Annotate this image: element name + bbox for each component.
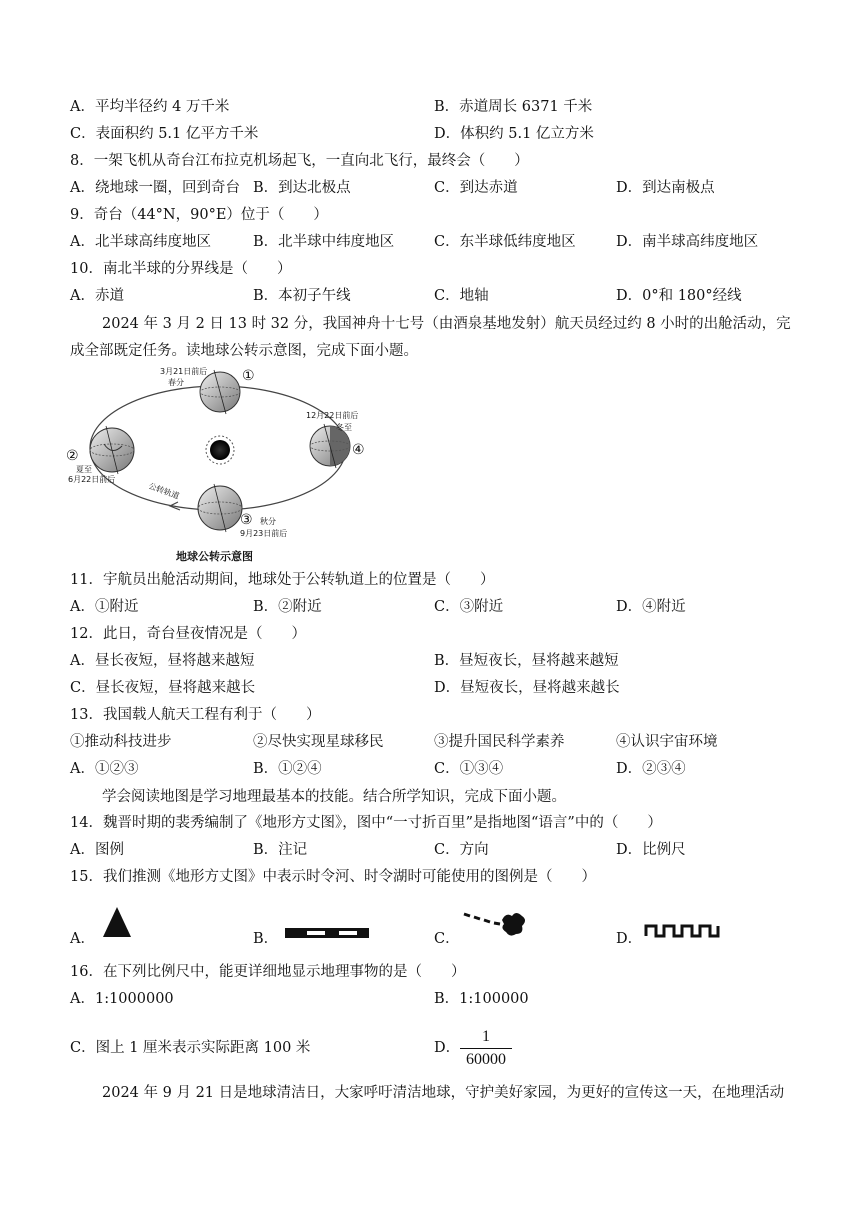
- marker-1: ①: [242, 368, 255, 384]
- fraction-numerator: 1: [460, 1026, 512, 1049]
- label-p4-name: 冬至: [336, 423, 352, 432]
- q8-option-a: A．绕地球一圈，回到奇台: [70, 180, 240, 196]
- label-p1-name: 春分: [168, 378, 184, 387]
- q12-option-d: D．昼短夜长，昼将越来越长: [434, 680, 620, 696]
- q11-option-a: A．①附近: [70, 599, 139, 615]
- q13-stem: 13．我国载人航天工程有利于（ ）: [70, 707, 321, 723]
- wall-boundary-symbol-icon: [644, 922, 724, 940]
- q11-option-d: D．④附近: [616, 599, 686, 615]
- q8-stem: 8．一架飞机从奇台江布拉克机场起飞，一直向北飞行，最终会（ ）: [70, 153, 529, 169]
- q8-option-b: B．到达北极点: [253, 180, 351, 196]
- mountain-peak-symbol-icon: [102, 906, 132, 938]
- label-p3-name: 秋分: [260, 517, 276, 526]
- q9-stem: 9．奇台（44°N，90°E）位于（ ）: [70, 207, 328, 223]
- seasonal-river-lake-symbol-icon: [462, 908, 536, 938]
- q13-statement-1: ①推动科技进步: [70, 734, 172, 750]
- q9-option-c: C．东半球低纬度地区: [434, 234, 576, 250]
- q15-option-c: C．: [434, 931, 460, 947]
- fraction-denominator: 60000: [466, 1051, 506, 1068]
- q15-option-b: B．: [253, 931, 279, 947]
- q9-option-d: D．南半球高纬度地区: [616, 234, 759, 250]
- q15-stem: 15．我们推测《地形方丈图》中表示时令河、时令湖时可能使用的图例是（ ）: [70, 869, 596, 885]
- q13-option-a: A．①②③: [70, 761, 139, 777]
- q14-option-d: D．比例尺: [616, 842, 686, 858]
- q13-option-b: B．①②④: [253, 761, 322, 777]
- q11-stem: 11．宇航员出舱活动期间，地球处于公转轨道上的位置是（ ）: [70, 572, 495, 588]
- q13-option-c: C．①③④: [434, 761, 504, 777]
- q11-option-b: B．②附近: [253, 599, 322, 615]
- q16-option-a: A．1:1000000: [70, 991, 174, 1007]
- label-p2-date: 6月22日前后: [68, 475, 116, 484]
- figure-caption: 地球公转示意图: [176, 550, 253, 563]
- q16-option-c: C．图上 1 厘米表示实际距离 100 米: [70, 1040, 311, 1056]
- label-p2-name: 夏至: [76, 465, 92, 474]
- q13-statement-2: ②尽快实现星球移民: [253, 734, 384, 750]
- q13-statement-4: ④认识宇宙环境: [616, 734, 718, 750]
- marker-2: ②: [66, 448, 79, 464]
- q16-option-b: B．1:100000: [434, 991, 529, 1007]
- q13-statement-3: ③提升国民科学素养: [434, 734, 565, 750]
- q12-option-a: A．昼长夜短，昼将越来越短: [70, 653, 255, 669]
- q15-option-d: D．: [616, 931, 643, 947]
- railway-symbol-icon: [285, 926, 369, 940]
- q12-option-c: C．昼长夜短，昼将越来越长: [70, 680, 256, 696]
- q10-option-a: A．赤道: [70, 288, 124, 304]
- label-p4-date: 12月22日前后: [306, 411, 359, 420]
- q12-option-b: B．昼短夜长，昼将越来越短: [434, 653, 619, 669]
- q7-option-d: D．体积约 5.1 亿立方米: [434, 126, 594, 142]
- q14-stem: 14．魏晋时期的裴秀编制了《地形方丈图》，图中“一寸折百里”是指地图“语言”中的（ ）: [70, 815, 662, 831]
- q16-stem: 16．在下列比例尺中，能更详细地显示地理事物的是（ ）: [70, 964, 466, 980]
- marker-4: ④: [352, 442, 365, 458]
- passage-spacewalk: 2024 年 3 月 2 日 13 时 32 分，我国神舟十七号（由酒泉基地发射）航天员经过约 8 小时的出舱活动，完成全部既定任务。读地球公转示意图，完成下面小题。: [70, 316, 791, 359]
- passage-earth-clean-day: 2024 年 9 月 21 日是地球清洁日，大家呼吁清洁地球，守护美好家园，为更好的宣传这一天，在地理活动: [102, 1085, 785, 1101]
- label-orbit: 公转轨道: [147, 481, 181, 501]
- q10-option-c: C．地轴: [434, 288, 489, 304]
- q10-option-b: B．本初子午线: [253, 288, 351, 304]
- earth-revolution-figure: [64, 364, 370, 566]
- q7-option-c: C．表面积约 5.1 亿平方千米: [70, 126, 259, 142]
- q8-option-d: D．到达南极点: [616, 180, 715, 196]
- q15-option-a: A．: [70, 931, 95, 947]
- q14-option-c: C．方向: [434, 842, 489, 858]
- q16-option-d-fraction: [460, 1026, 512, 1071]
- marker-3: ③: [240, 512, 253, 528]
- q14-option-b: B．注记: [253, 842, 308, 858]
- q7-option-b: B．赤道周长 6371 千米: [434, 99, 593, 115]
- q14-option-a: A．图例: [70, 842, 124, 858]
- q12-stem: 12．此日，奇台昼夜情况是（ ）: [70, 626, 306, 642]
- label-p1-date: 3月21日前后: [160, 367, 208, 376]
- q13-option-d: D．②③④: [616, 761, 686, 777]
- q10-option-d: D．0°和 180°经线: [616, 288, 742, 304]
- q9-option-a: A．北半球高纬度地区: [70, 234, 211, 250]
- q9-option-b: B．北半球中纬度地区: [253, 234, 395, 250]
- q10-stem: 10．南北半球的分界线是（ ）: [70, 261, 292, 277]
- q8-option-c: C．到达赤道: [434, 180, 518, 196]
- passage-map-reading: 学会阅读地图是学习地理最基本的技能。结合所学知识，完成下面小题。: [102, 789, 566, 805]
- q11-option-c: C．③附近: [434, 599, 504, 615]
- label-p3-date: 9月23日前后: [240, 529, 288, 538]
- q7-option-a: A．平均半径约 4 万千米: [70, 99, 230, 115]
- q16-option-d: D．: [434, 1040, 461, 1056]
